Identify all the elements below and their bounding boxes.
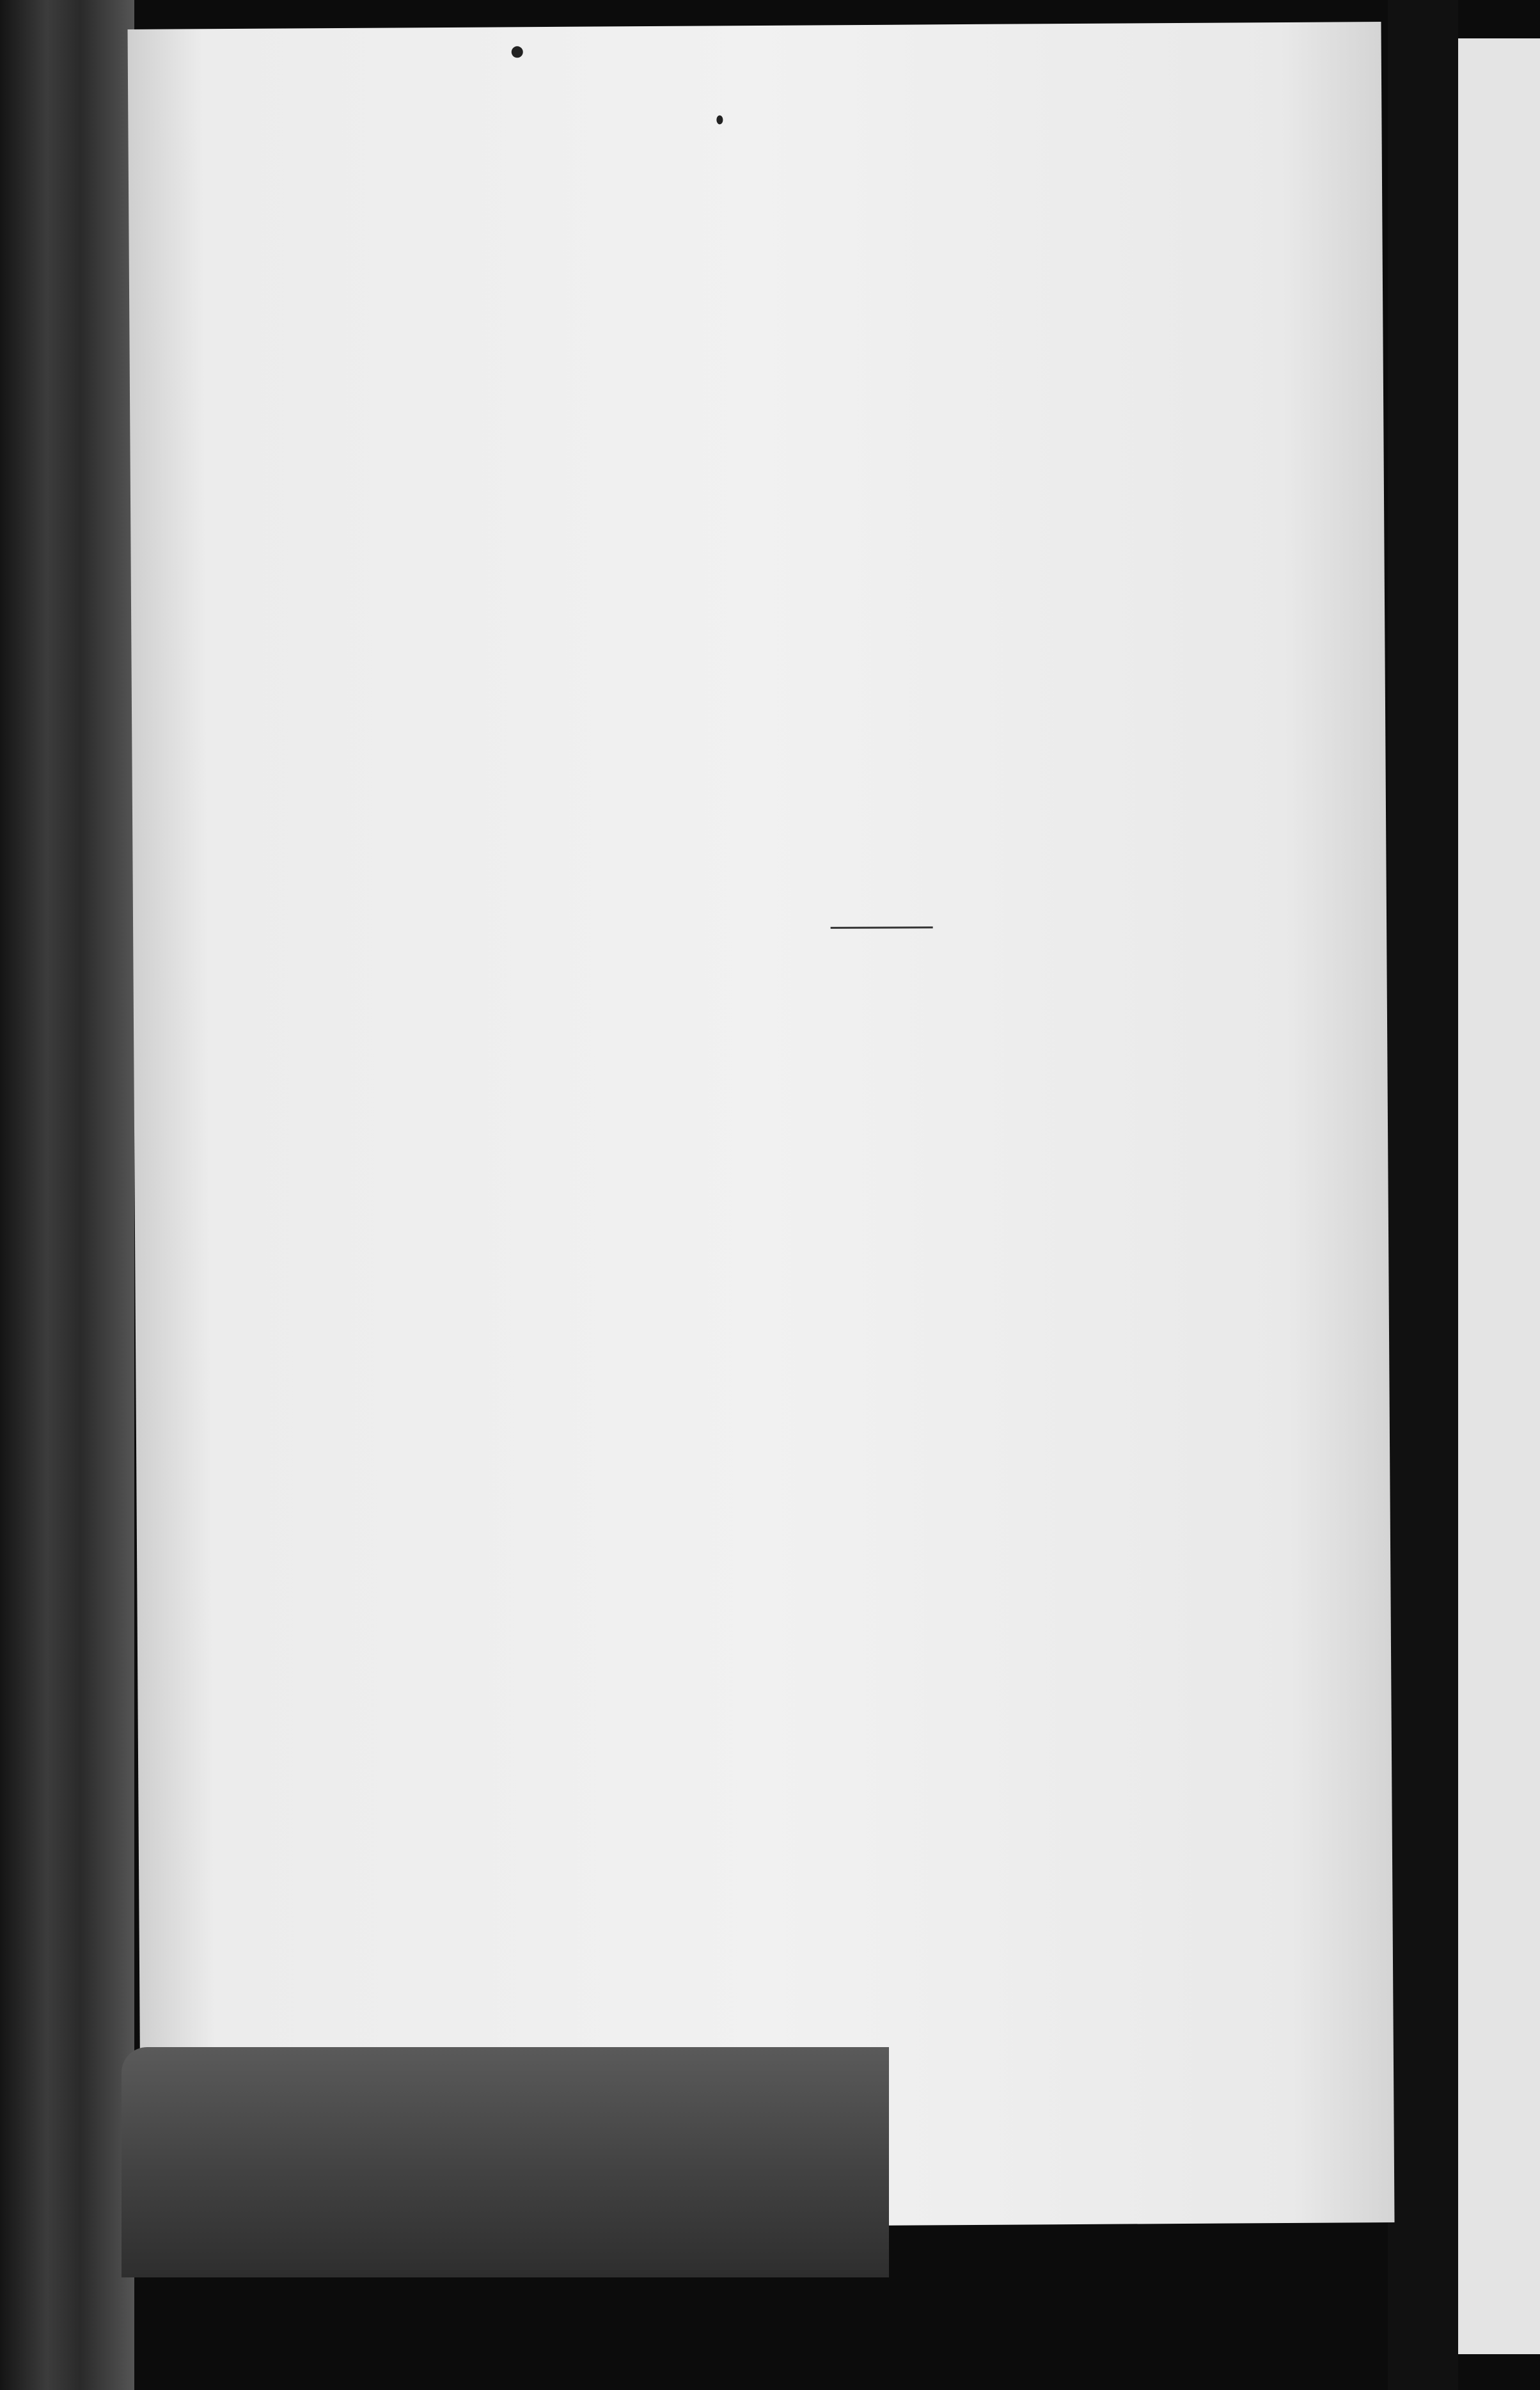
ink-blot: [512, 46, 523, 58]
section-divider: [831, 926, 933, 929]
facing-page-edge: [1458, 38, 1540, 2354]
ink-blot: [716, 115, 723, 124]
book-spine: [0, 0, 134, 2390]
page-gutter: [1388, 0, 1458, 2390]
page-header: [397, 252, 1356, 283]
page-content: [249, 252, 1375, 2111]
